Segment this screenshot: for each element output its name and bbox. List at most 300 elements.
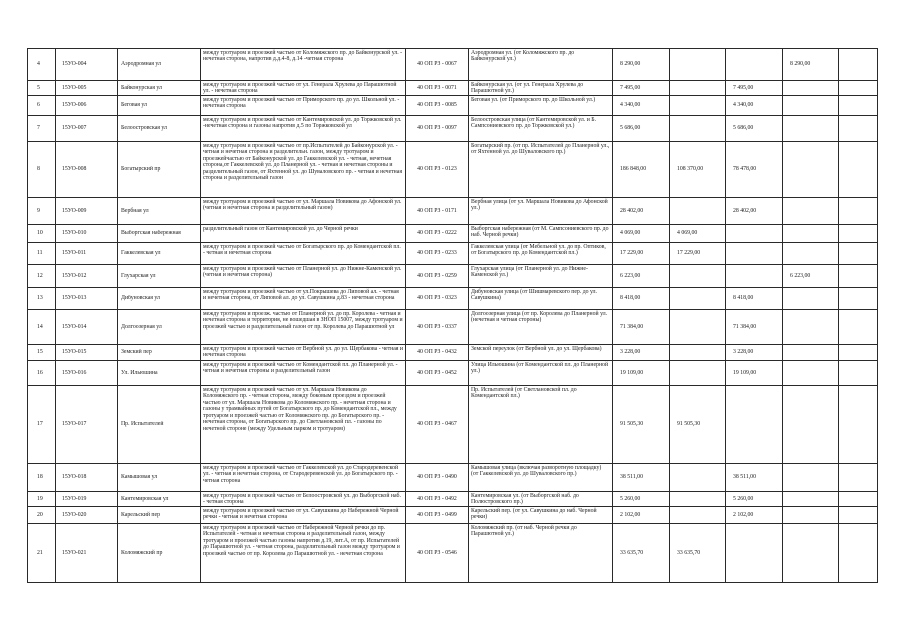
street-name: Богатырский пр — [121, 166, 161, 173]
amount-5-cell — [839, 361, 878, 386]
row-number: 15 — [37, 349, 43, 356]
road-code: 40 ОП РЗ - 0432 — [417, 349, 457, 356]
amount-4-cell — [783, 464, 839, 492]
boundary-description-cell — [201, 492, 406, 507]
amount-2 — [670, 211, 725, 212]
road-name-cell — [469, 243, 613, 265]
amount-4-cell — [783, 81, 839, 96]
road-name: Белоостровская улица (от Кантемировской ул. и Б. Сампсониевского пр. до Торжковской ул.) — [471, 116, 597, 130]
amount-2-cell — [670, 345, 726, 361]
row-number-cell — [28, 386, 56, 464]
table-row — [28, 116, 878, 142]
road-name: Земской переулок (от Вербной ул. до ул. Щербакова) — [471, 345, 602, 352]
amount-3-cell — [726, 345, 783, 361]
boundary-description: между тротуаром и проезжей частью от Богатырского пр. до Комендантской пл. - четная и нечетная сторона — [203, 243, 401, 257]
amount-2 — [670, 515, 725, 516]
amount-5 — [839, 499, 877, 500]
amount-3-cell — [726, 198, 783, 225]
road-name-cell — [469, 142, 613, 198]
amount-1-cell — [613, 225, 670, 243]
row-number: 17 — [37, 421, 43, 428]
boundary-description: между тротуаром и проезжей частью от Набережной Черной речки до пр. Испытателей - четная и нечетная сторона и разделительный газон, между тротуаром и проезжей частью газоны напротив д.19, лит.А, от пр. Испытателей до Парашютной ул. - четная сторона, разделительный газон между тротуаром и проезжей частью от пр. Королева до Парашютной ул. - нечетная сторона — [203, 524, 400, 557]
row-number: 14 — [37, 323, 43, 330]
amount-2 — [670, 352, 725, 353]
amount-2-cell — [670, 310, 726, 345]
street-name-cell — [118, 288, 201, 310]
row-number-cell — [28, 288, 56, 310]
road-name-cell — [469, 310, 613, 345]
road-code: 40 ОП РЗ - 0546 — [417, 549, 457, 556]
amount-4 — [783, 352, 838, 353]
amount-2-cell — [670, 81, 726, 96]
boundary-description: между тротуаром и проезжей частью от ул. Савушкина до Набережной Черной речки - четная и нечетная сторона — [203, 507, 399, 521]
boundary-description-cell — [201, 507, 406, 524]
amount-1-cell — [613, 386, 670, 464]
amount-5 — [839, 233, 877, 234]
amount-3: 7 495,00 — [733, 84, 754, 91]
boundary-description-cell — [201, 81, 406, 96]
boundary-description-cell — [201, 345, 406, 361]
amount-3-cell — [726, 142, 783, 198]
amount-5 — [839, 424, 877, 425]
street-name-cell — [118, 96, 201, 116]
row-code: 15УО-019 — [62, 495, 87, 502]
amount-2-cell — [670, 243, 726, 265]
amount-1-cell — [613, 492, 670, 507]
amount-5 — [839, 553, 877, 554]
amount-4-cell — [783, 142, 839, 198]
amount-2: 108 370,00 — [677, 166, 704, 173]
amount-5 — [839, 477, 877, 478]
amount-5-cell — [839, 225, 878, 243]
street-name: Пр. Испытателей — [121, 421, 164, 428]
amount-5 — [839, 169, 877, 170]
street-name-cell — [118, 49, 201, 81]
road-code: 40 ОП РЗ - 0233 — [417, 250, 457, 257]
road-name: Гаккелевская улица (от Мебельной ул. до пр. Оптиков, от Богатырского пр. до Комендантской пл.) — [471, 243, 606, 257]
row-number: 6 — [37, 102, 40, 109]
amount-5-cell — [839, 243, 878, 265]
amount-1: 7 495,00 — [620, 84, 641, 91]
amount-5-cell — [839, 116, 878, 142]
road-code: 40 ОП РЗ - 0490 — [417, 474, 457, 481]
row-number-cell — [28, 507, 56, 524]
street-name-cell — [118, 265, 201, 288]
amount-4 — [783, 499, 838, 500]
street-name: Вербная ул — [121, 207, 149, 214]
road-name: Камышовая улица (включая разворотную площадку) (от Гаккелевской ул. до Шуваловского пр.) — [471, 464, 602, 478]
street-name-cell — [118, 310, 201, 345]
road-code-cell — [406, 198, 469, 225]
amount-5 — [839, 515, 877, 516]
row-number-cell — [28, 524, 56, 583]
amount-4: 6 223,00 — [790, 272, 811, 279]
amount-1: 38 511,00 — [620, 474, 643, 481]
road-name-cell — [469, 345, 613, 361]
road-code: 40 ОП РЗ - 0222 — [417, 230, 457, 237]
amount-4: 8 290,00 — [790, 61, 811, 68]
street-name: Коломяжский пр — [121, 549, 163, 556]
row-number: 19 — [37, 495, 43, 502]
amount-1-cell — [613, 288, 670, 310]
boundary-description: между тротуаром и проезжей частью от ул. Маршала Новикова до Афонской ул. (четная и нечетная сторона и разделительный газон) — [203, 198, 402, 212]
amount-5 — [839, 373, 877, 374]
amount-4 — [783, 553, 838, 554]
amount-4-cell — [783, 265, 839, 288]
amount-5-cell — [839, 345, 878, 361]
amount-3: 4 340,00 — [733, 102, 754, 109]
amount-1-cell — [613, 49, 670, 81]
row-code: 15УО-013 — [62, 295, 87, 302]
amount-1-cell — [613, 243, 670, 265]
amount-1-cell — [613, 198, 670, 225]
row-number: 12 — [37, 272, 43, 279]
road-name-cell — [469, 116, 613, 142]
street-name-cell — [118, 345, 201, 361]
amount-5 — [839, 298, 877, 299]
amount-1: 6 223,00 — [620, 272, 641, 279]
road-code-cell — [406, 288, 469, 310]
table-row — [28, 310, 878, 345]
road-code: 40 ОП РЗ - 0337 — [417, 323, 457, 330]
row-number: 5 — [37, 84, 40, 91]
table-row — [28, 492, 878, 507]
street-name: Долгоозерная ул — [121, 323, 162, 330]
boundary-description-cell — [201, 142, 406, 198]
row-number-cell — [28, 198, 56, 225]
amount-1: 4 340,00 — [620, 102, 641, 109]
amount-2: 91 505,30 — [677, 421, 701, 428]
amount-5-cell — [839, 81, 878, 96]
amount-4-cell — [783, 96, 839, 116]
row-number: 16 — [37, 369, 43, 376]
road-code-cell — [406, 142, 469, 198]
row-code-cell — [56, 49, 118, 81]
table-row — [28, 198, 878, 225]
amount-1-cell — [613, 310, 670, 345]
amount-1: 28 402,00 — [620, 207, 644, 214]
amount-1: 5 260,00 — [620, 495, 641, 502]
road-code: 40 ОП РЗ - 0097 — [417, 125, 457, 132]
row-number: 8 — [37, 166, 40, 173]
row-number-cell — [28, 142, 56, 198]
boundary-description: между тротуаром и проезжей частью от Кантемировской ул. до Торжковской ул. -нечетная сторона и газоны напротив д.5 по Торжковской ул — [203, 116, 402, 130]
amount-2: 33 635,70 — [677, 549, 701, 556]
row-code-cell — [56, 225, 118, 243]
amount-5 — [839, 105, 877, 106]
street-name: Выборгская набережная — [121, 230, 181, 237]
boundary-description-cell — [201, 386, 406, 464]
amount-4 — [783, 88, 838, 89]
row-code-cell — [56, 492, 118, 507]
amount-3-cell — [726, 464, 783, 492]
amount-1: 91 505,30 — [620, 421, 644, 428]
amount-1: 19 109,00 — [620, 369, 644, 376]
amount-5-cell — [839, 49, 878, 81]
amount-3: 5 686,00 — [733, 125, 754, 132]
row-code: 15УО-020 — [62, 511, 87, 518]
amount-4-cell — [783, 225, 839, 243]
amount-3: 2 102,00 — [733, 511, 754, 518]
road-name: Долгоозерная улица (от пр. Королева до Планерной ул. (нечетная и четная стороны) — [471, 310, 608, 324]
road-code-cell — [406, 464, 469, 492]
street-name: Глухарская ул — [121, 272, 156, 279]
amount-1: 2 102,00 — [620, 511, 641, 518]
amount-1: 4 069,00 — [620, 230, 641, 237]
amount-4-cell — [783, 198, 839, 225]
amount-4 — [783, 253, 838, 254]
boundary-description-cell — [201, 243, 406, 265]
boundary-description: между тротуаром и проезжей частью от Планерной ул. до Нижне-Каменской ул. (четная и нечетная сторона) — [203, 265, 402, 279]
amount-3-cell — [726, 492, 783, 507]
row-number: 18 — [37, 474, 43, 481]
road-name: Глухарская улица (от Планерной ул. до Нижне-Каменской ул.) — [471, 265, 588, 279]
road-code-cell — [406, 310, 469, 345]
amount-4-cell — [783, 492, 839, 507]
road-name-cell — [469, 386, 613, 464]
road-name: Дибуновская улица (от Шишмаревского пер. до ул. Савушкина) — [471, 288, 597, 302]
amount-4 — [783, 327, 838, 328]
boundary-description-cell — [201, 198, 406, 225]
amount-2-cell — [670, 198, 726, 225]
amount-5 — [839, 128, 877, 129]
boundaries-table — [27, 48, 878, 583]
row-code-cell — [56, 345, 118, 361]
amount-3: 38 511,00 — [733, 474, 756, 481]
amount-3 — [726, 233, 782, 234]
amount-5-cell — [839, 524, 878, 583]
row-code: 15УО-016 — [62, 369, 87, 376]
amount-2-cell — [670, 225, 726, 243]
amount-2-cell — [670, 524, 726, 583]
street-name: Аэродромная ул — [121, 61, 161, 68]
road-code: 40 ОП РЗ - 0452 — [417, 369, 457, 376]
amount-3-cell — [726, 288, 783, 310]
table-row — [28, 464, 878, 492]
amount-2-cell — [670, 507, 726, 524]
amount-3 — [726, 276, 782, 277]
row-number-cell — [28, 116, 56, 142]
road-name: Улица Ильюшина (от Комендантской пл. до Планерной ул.) — [471, 361, 609, 375]
table-row — [28, 288, 878, 310]
amount-1-cell — [613, 265, 670, 288]
amount-4 — [783, 211, 838, 212]
amount-4 — [783, 424, 838, 425]
amount-3: 19 109,00 — [733, 369, 757, 376]
amount-3-cell — [726, 49, 783, 81]
road-code: 40 ОП РЗ - 0467 — [417, 421, 457, 428]
row-number: 11 — [37, 250, 43, 257]
amount-4-cell — [783, 49, 839, 81]
amount-4-cell — [783, 310, 839, 345]
amount-5-cell — [839, 198, 878, 225]
street-name-cell — [118, 524, 201, 583]
amount-2-cell — [670, 265, 726, 288]
amount-1: 33 635,70 — [620, 549, 644, 556]
street-name-cell — [118, 361, 201, 386]
street-name-cell — [118, 81, 201, 96]
table-row — [28, 345, 878, 361]
amount-1: 17 229,00 — [620, 250, 644, 257]
row-number-cell — [28, 265, 56, 288]
row-code-cell — [56, 243, 118, 265]
boundary-description-cell — [201, 96, 406, 116]
road-code: 40 ОП РЗ - 0071 — [417, 84, 457, 91]
row-code: 15УО-008 — [62, 166, 87, 173]
amount-1-cell — [613, 142, 670, 198]
amount-3-cell — [726, 386, 783, 464]
row-code: 15УО-012 — [62, 272, 87, 279]
amount-1: 186 848,00 — [620, 166, 647, 173]
amount-4-cell — [783, 524, 839, 583]
boundary-description: между тротуаром и проезжей частью от пр.Испытателей до Байконурской ул. - четная и нечетная сторона и разделительн. газон, между тротуаром и проезжейчастью от Байконурской ул. до Гаккелевской ул. - четная, нечетная сторона,от Гаккелевской ул. до Планерной ул. - четная и нечетная стороны и разделительный газон, от Яхтенной ул. до Шуваловского пр. - четная и нечетная сторона и разделительный газон — [203, 142, 403, 182]
boundary-description: между тротуаром и проезжей частью от Гаккелевской ул. до Стародеревенской ул. - четная и нечетная сторона, от Стародеревенской ул. до Богатырского пр. - четная сторона — [203, 464, 399, 484]
row-code-cell — [56, 116, 118, 142]
row-code-cell — [56, 310, 118, 345]
road-code-cell — [406, 81, 469, 96]
boundary-description: разделительный газон от Кантемировской ул. до Черной речки — [203, 225, 358, 232]
table-body — [28, 49, 878, 583]
amount-2 — [670, 276, 725, 277]
row-code: 15УО-007 — [62, 125, 87, 132]
amount-2 — [670, 327, 725, 328]
amount-5-cell — [839, 464, 878, 492]
row-code: 15УО-011 — [62, 250, 87, 257]
amount-2 — [670, 499, 725, 500]
boundary-description-cell — [201, 265, 406, 288]
boundary-description-cell — [201, 310, 406, 345]
road-name-cell — [469, 265, 613, 288]
amount-4 — [783, 105, 838, 106]
road-code-cell — [406, 96, 469, 116]
amount-2: 4 069,00 — [677, 230, 698, 237]
amount-2-cell — [670, 386, 726, 464]
amount-3: 28 402,00 — [733, 207, 757, 214]
amount-3 — [726, 424, 782, 425]
row-code: 15УО-010 — [62, 230, 87, 237]
street-name: Беговая ул — [121, 102, 147, 109]
boundary-description: между тротуаром и проезжей частью от Коломяжского пр. до Байконурской ул. - нечетная сторона, напротив д.д.4-8, д.14 -четная сторона — [203, 49, 403, 63]
amount-2-cell — [670, 96, 726, 116]
amount-5-cell — [839, 492, 878, 507]
table-row — [28, 225, 878, 243]
road-name: Карельский пер. (от ул. Савушкина до наб. Черной речки) — [471, 507, 597, 521]
amount-3-cell — [726, 243, 783, 265]
amount-5-cell — [839, 310, 878, 345]
amount-3: 8 418,00 — [733, 295, 754, 302]
table-row — [28, 49, 878, 81]
amount-4-cell — [783, 507, 839, 524]
row-code-cell — [56, 96, 118, 116]
amount-1-cell — [613, 361, 670, 386]
row-code-cell — [56, 198, 118, 225]
boundary-description-cell — [201, 288, 406, 310]
table-row — [28, 361, 878, 386]
row-number-cell — [28, 243, 56, 265]
road-code-cell — [406, 265, 469, 288]
road-code-cell — [406, 361, 469, 386]
amount-5 — [839, 327, 877, 328]
amount-5 — [839, 211, 877, 212]
amount-4-cell — [783, 386, 839, 464]
boundary-description-cell — [201, 464, 406, 492]
table-row — [28, 265, 878, 288]
row-number-cell — [28, 310, 56, 345]
amount-1-cell — [613, 345, 670, 361]
table-row — [28, 386, 878, 464]
row-code-cell — [56, 288, 118, 310]
amount-3-cell — [726, 96, 783, 116]
amount-5-cell — [839, 386, 878, 464]
boundary-description: между тротуаром и проезжей частью от Комендантской пл. до Планерной ул. - четная и нечетная стороны и разделительный газон — [203, 361, 398, 375]
row-code: 15УО-006 — [62, 102, 87, 109]
street-name-cell — [118, 464, 201, 492]
street-name: Белоостровская ул — [121, 125, 167, 132]
road-code: 40 ОП РЗ - 0499 — [417, 511, 457, 518]
amount-3 — [726, 553, 782, 554]
road-name: Вербная улица (от ул. Маршала Новикова до Афонской ул.) — [471, 198, 608, 212]
amount-5 — [839, 88, 877, 89]
row-number-cell — [28, 49, 56, 81]
amount-3-cell — [726, 310, 783, 345]
street-name-cell — [118, 492, 201, 507]
amount-4 — [783, 128, 838, 129]
amount-2-cell — [670, 142, 726, 198]
road-code-cell — [406, 225, 469, 243]
road-code-cell — [406, 49, 469, 81]
road-code-cell — [406, 524, 469, 583]
road-code: 40 ОП РЗ - 0492 — [417, 495, 457, 502]
road-name-cell — [469, 49, 613, 81]
amount-1: 71 384,00 — [620, 323, 644, 330]
amount-2-cell — [670, 492, 726, 507]
boundary-description-cell — [201, 361, 406, 386]
amount-1: 3 228,00 — [620, 349, 641, 356]
amount-3-cell — [726, 81, 783, 96]
road-code-cell — [406, 345, 469, 361]
street-name-cell — [118, 116, 201, 142]
street-name-cell — [118, 243, 201, 265]
boundary-description-cell — [201, 49, 406, 81]
row-code: 15УО-005 — [62, 84, 87, 91]
amount-4-cell — [783, 345, 839, 361]
table-row — [28, 524, 878, 583]
amount-1: 8 290,00 — [620, 61, 641, 68]
amount-4-cell — [783, 361, 839, 386]
row-number: 13 — [37, 295, 43, 302]
road-code: 40 ОП РЗ - 0259 — [417, 272, 457, 279]
amount-2 — [670, 105, 725, 106]
boundary-description-cell — [201, 225, 406, 243]
amount-2 — [670, 373, 725, 374]
road-name-cell — [469, 96, 613, 116]
amount-5-cell — [839, 265, 878, 288]
row-code-cell — [56, 507, 118, 524]
row-number: 9 — [37, 207, 40, 214]
amount-4 — [783, 373, 838, 374]
street-name-cell — [118, 225, 201, 243]
road-name-cell — [469, 524, 613, 583]
amount-4 — [783, 169, 838, 170]
boundary-description: между тротуаром и проезжей частью от ул. Маршала Новикова до Коломяжского пр. - четная сторона, между боковым проездом и проезжей частью от ул. Маршала Новикова до Коломяжского пр. - нечетная сторона и газоны у трамвайных путей от Богатырского пр. до Комендантской пл., между тротуаром и проезжей частью от Коломяжского пр. до Богатырского пр. - нечетная сторона, от Богатырского пр. до Светлановской пл. - газоны по нечетной стороне (между Удельным парком и тротуаром) — [203, 386, 397, 433]
row-code-cell — [56, 142, 118, 198]
row-code: 15УО-018 — [62, 474, 87, 481]
road-name-cell — [469, 492, 613, 507]
road-code-cell — [406, 243, 469, 265]
amount-3-cell — [726, 225, 783, 243]
street-name: Гаккелевская ул — [121, 250, 161, 257]
amount-1-cell — [613, 507, 670, 524]
